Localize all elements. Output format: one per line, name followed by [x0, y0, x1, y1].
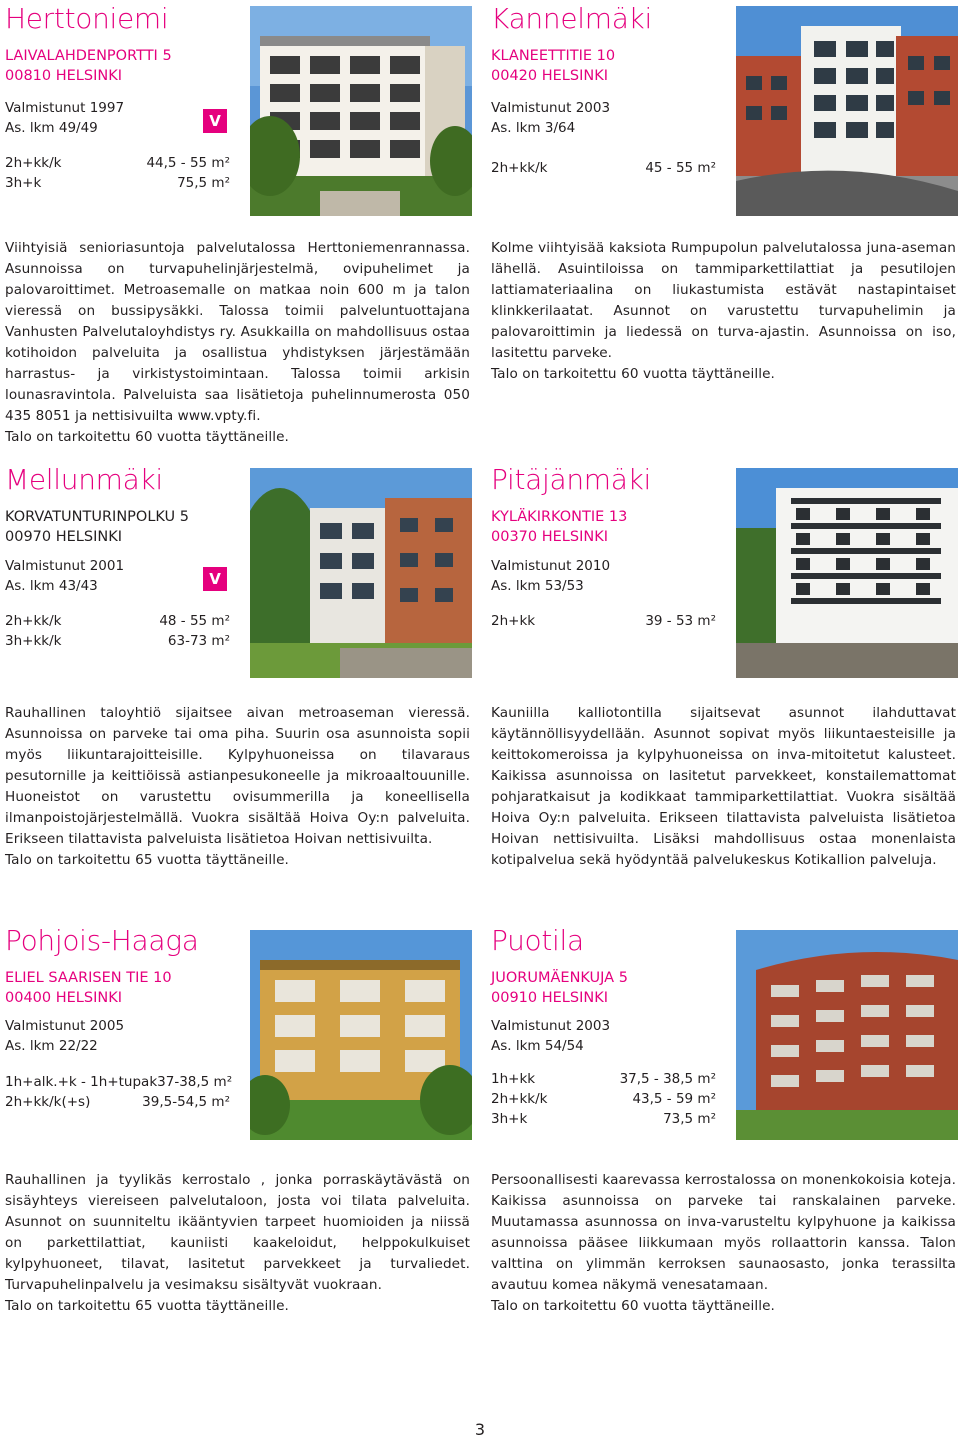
- description-text: Kolme viihtyisää kaksiota Rumpupolun palvelutalossa juna-aseman lähellä. Asuintiloissa on tammiparkettilattiat ja pesutilojen lattiamateriaalina on liukastumista estävät nastapintaiset klinkkerilaatat. Asunnot on varustettu turvapuhelimin ja palovaroittimin ja liedessä on turva-ajastin. Asunnoissa on iso, lasitettu parveke.: [491, 240, 956, 361]
- unit-table: [5, 153, 230, 193]
- listing-herttoniemi: [5, 2, 470, 452]
- unit-count: As. lkm 3/64: [491, 120, 576, 136]
- listing-description: [5, 703, 470, 871]
- v-badge: V: [203, 567, 227, 591]
- street-address: KYLÄKIRKONTIE 13: [491, 509, 628, 525]
- postal-address: 00370 HELSINKI: [491, 529, 608, 545]
- unit-row: [5, 611, 230, 631]
- building-photo: [250, 6, 472, 216]
- unit-row: [491, 1109, 716, 1129]
- postal-address: 00400 HELSINKI: [5, 990, 122, 1006]
- description-text: Persoonallisesti kaarevassa kerrostalossa on monenkokoisia koteja. Kaikissa asunnoissa on parveke tai ranskalainen parveke. Muutamassa asunnossa on inva-varusteltu kylpyhuone ja kaikissa asunnoissa pääsee liikkumaan myös rollaattorin kanssa. Talon valttina on ylimmän kerroksen saunaosasto, jonka terassilta avautuu komea näkymä venesatamaan.: [491, 1172, 956, 1293]
- unit-row: [491, 1089, 716, 1109]
- unit-row: [5, 631, 230, 651]
- unit-size: 45 - 55 m²: [645, 160, 716, 176]
- unit-size: 44,5 - 55 m²: [146, 155, 230, 171]
- unit-type: 1h+alk.+k - 1h+tupak: [5, 1074, 158, 1090]
- unit-count: As. lkm 54/54: [491, 1038, 584, 1054]
- age-requirement: Talo on tarkoitettu 65 vuotta täyttäneille.: [5, 852, 289, 868]
- age-requirement: Talo on tarkoitettu 60 vuotta täyttäneille.: [491, 1298, 775, 1314]
- listing-pitajanmaki: [491, 463, 956, 903]
- listing-title: Pitäjänmäki: [491, 463, 651, 496]
- building-photo: [736, 6, 958, 216]
- unit-type: 2h+kk/k: [491, 1091, 548, 1107]
- unit-size: 37-38,5 m²: [157, 1074, 233, 1090]
- postal-address: 00910 HELSINKI: [491, 990, 608, 1006]
- street-address: JUORUMÄENKUJA 5: [491, 970, 628, 986]
- unit-size: 37,5 - 38,5 m²: [619, 1071, 716, 1087]
- listing-title: Pohjois-Haaga: [5, 924, 199, 957]
- unit-size: 75,5 m²: [177, 175, 230, 191]
- unit-type: 2h+kk/k: [491, 160, 548, 176]
- listing-title: Puotila: [491, 924, 584, 957]
- postal-address: 00970 HELSINKI: [5, 529, 122, 545]
- unit-row: [5, 1092, 230, 1112]
- v-badge: V: [203, 109, 227, 133]
- age-requirement: Talo on tarkoitettu 60 vuotta täyttäneille.: [491, 366, 775, 382]
- listing-description: [491, 1170, 956, 1317]
- listing-title: Kannelmäki: [491, 2, 652, 35]
- description-text: Rauhallinen ja tyylikäs kerrostalo , jonka porraskäytävästä on sisäyhteys viereiseen palvelutaloon, josta voi tilata palveluita. Asunnot on suunniteltu ikääntyvien tarpeet huomioiden ja niissä on parkettilattiat, kauniisti kaakeloidut, helppokulkuiset kylpyhuoneet, tilavat, lasitetut parvekkeet ja turvaliedet. Turvapuhelinpalvelu ja vesimaksu sisältyvät vuokraan.: [5, 1172, 470, 1293]
- postal-address: 00810 HELSINKI: [5, 68, 122, 84]
- unit-table: [491, 1069, 716, 1129]
- unit-count: As. lkm 22/22: [5, 1038, 98, 1054]
- unit-type: 3h+kk/k: [5, 633, 62, 649]
- building-photo: [736, 930, 958, 1140]
- unit-type: 1h+kk: [491, 1071, 536, 1087]
- postal-address: 00420 HELSINKI: [491, 68, 608, 84]
- age-requirement: Talo on tarkoitettu 60 vuotta täyttäneille.: [5, 429, 289, 445]
- unit-type: 2h+kk/k: [5, 155, 62, 171]
- unit-row: [491, 158, 716, 178]
- listing-description: [491, 703, 956, 871]
- street-address: KORVATUNTURINPOLKU 5: [5, 509, 189, 525]
- completed-year: Valmistunut 2001: [5, 558, 125, 574]
- unit-table: [5, 1072, 233, 1112]
- building-photo: [736, 468, 958, 678]
- unit-count: As. lkm 53/53: [491, 578, 584, 594]
- listing-pohjois-haaga: [5, 924, 470, 1324]
- unit-size: 39,5-54,5 m²: [142, 1094, 230, 1110]
- page-number: 3: [474, 1420, 486, 1439]
- unit-type: 3h+k: [5, 175, 42, 191]
- unit-size: 63-73 m²: [167, 633, 230, 649]
- completed-year: Valmistunut 2003: [491, 100, 611, 116]
- street-address: LAIVALAHDENPORTTI 5: [5, 48, 172, 64]
- listing-description: [5, 238, 470, 448]
- unit-type: 2h+kk/k(+s): [5, 1094, 91, 1110]
- unit-row: [5, 1072, 233, 1092]
- unit-size: 73,5 m²: [663, 1111, 716, 1127]
- unit-count: As. lkm 49/49: [5, 120, 98, 136]
- unit-type: 2h+kk: [491, 613, 536, 629]
- listing-title: Herttoniemi: [5, 2, 169, 35]
- street-address: KLANEETTITIE 10: [491, 48, 616, 64]
- completed-year: Valmistunut 2005: [5, 1018, 125, 1034]
- description-text: Viihtyisiä senioriasuntoja palvelutalossa Herttoniemenrannassa. Asunnoissa on turvapuhelinjärjestelmä, ovipuhelimet ja palovaroittimet. Metroasemalle on matkaa noin 600 m ja talon vieressä on bussipysäkki. Talossa toimii palveluntuottajana Vanhusten Palvelutaloyhdistys ry. Asukkailla on mahdollisuus ostaa kotihoidon palveluita ja osallistua yhdistyksen järjestämään harrastus- ja virkistystoimintaan. Talossa toimii arkisin lounasravintola. Palveluista saa lisätietoja puhelinnumerosta 050 435 8051 ja nettisivuilta www.vpty.fi.: [5, 240, 470, 424]
- listing-puotila: [491, 924, 956, 1344]
- unit-table: [491, 611, 716, 631]
- completed-year: Valmistunut 2010: [491, 558, 611, 574]
- unit-row: [491, 611, 716, 631]
- unit-row: [5, 153, 230, 173]
- unit-row: [5, 173, 230, 193]
- completed-year: Valmistunut 2003: [491, 1018, 611, 1034]
- listing-mellunmaki: [5, 463, 470, 903]
- unit-size: 39 - 53 m²: [645, 613, 716, 629]
- listing-kannelmaki: [491, 2, 956, 452]
- listing-title: Mellunmäki: [5, 463, 163, 496]
- unit-size: 48 - 55 m²: [159, 613, 230, 629]
- description-text: Kauniilla kalliotontilla sijaitsevat asunnot ilahduttavat käytännöllisyydellään. Asunnot sopivat myös liikuntaesteisille ja keittokomeroissa ja kylpyhuoneissa on inva-mitoitetut kalusteet. Kaikissa asunnoissa on lasitetut parvekkeet, konstailemattomat pohjaratkaisut ja kodikkaat tammiparkettilattiat. Vuokra sisältää Hoiva Oy:n palveluita. Erikseen tilattavista palveluista lisätietoa Hoivan nettisivuilta. Lisäksi mahdollisuus ostaa monenlaista kotipalvelua sekä hyödyntää palvelukeskus Kotikallion palveluja.: [491, 705, 956, 868]
- listing-description: [491, 238, 956, 385]
- age-requirement: Talo on tarkoitettu 65 vuotta täyttäneille.: [5, 1298, 289, 1314]
- building-photo: [250, 468, 472, 678]
- building-photo: [250, 930, 472, 1140]
- unit-table: [491, 158, 716, 178]
- unit-row: [491, 1069, 716, 1089]
- unit-size: 43,5 - 59 m²: [632, 1091, 716, 1107]
- unit-type: 2h+kk/k: [5, 613, 62, 629]
- unit-type: 3h+k: [491, 1111, 528, 1127]
- unit-table: [5, 611, 230, 651]
- completed-year: Valmistunut 1997: [5, 100, 125, 116]
- unit-count: As. lkm 43/43: [5, 578, 98, 594]
- description-text: Rauhallinen taloyhtiö sijaitsee aivan metroaseman vieressä. Asunnoissa on parveke tai oma piha. Suurin osa asunnoista sopii myös liikuntarajoitteisille. Kylpyhuoneissa on tilavaraus pesutornille ja keittiöissä astianpesukoneelle ja mikroaaltouunille. Huoneistot on varustettu ovisummerilla ja koneellisella ilmanpoistojärjestelmällä. Vuokra sisältää Hoiva Oy:n palveluita. Erikseen tilattavista palveluista lisätietoa Hoivan nettisivuilta.: [5, 705, 470, 847]
- listing-description: [5, 1170, 470, 1317]
- street-address: ELIEL SAARISEN TIE 10: [5, 970, 172, 986]
